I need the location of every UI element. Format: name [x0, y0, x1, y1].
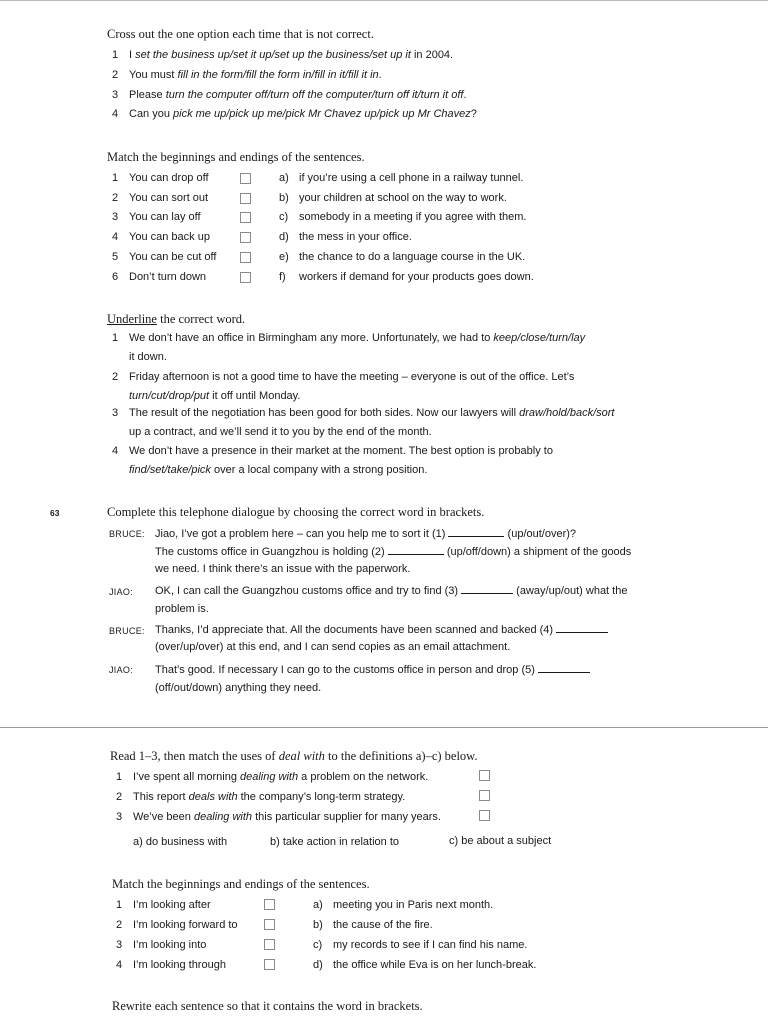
- blank-5[interactable]: [538, 662, 590, 673]
- answer-checkbox[interactable]: [264, 919, 275, 930]
- ex3-instruction: Underline the correct word.: [107, 312, 246, 326]
- dialogue-line: Jiao, I’ve got a problem here – can you help me to sort it (1) (up/out/over)?: [155, 528, 577, 540]
- ex3-item-cont: find/set/take/pick over a local company with a strong position.: [129, 464, 428, 476]
- speaker-label: JIAO:: [109, 587, 134, 597]
- speaker-label: JIAO:: [109, 665, 134, 675]
- dialogue-line: (over/up/over) at this end, and I can send copies as an email attachment.: [155, 641, 511, 653]
- ex2-ending: e) the chance to do a language course in the UK.: [279, 251, 526, 263]
- dialogue-line: The customs office in Guangzhou is holding (2) (up/off/down) a shipment of the goods: [155, 546, 632, 558]
- ex3-item: 2 Friday afternoon is not a good time to have the meeting – everyone is out of the office. Let’s: [112, 371, 575, 383]
- ex6-ending: c) my records to see if I can find his name.: [313, 939, 528, 951]
- answer-checkbox[interactable]: [240, 193, 251, 204]
- definition: c) be about a subject: [449, 835, 552, 847]
- dialogue-line: we need. I think there’s an issue with the paperwork.: [155, 563, 411, 575]
- ex2-beginning: 5 You can be cut off: [112, 251, 217, 263]
- ex1-item: 2 You must fill in the form/fill the form in/fill in it/fill it in.: [112, 69, 382, 81]
- ex6-beginning: 4 I’m looking through: [116, 959, 226, 971]
- answer-checkbox[interactable]: [240, 232, 251, 243]
- dialogue-line: Thanks, I’d appreciate that. All the documents have been scanned and backed (4): [155, 622, 608, 637]
- top-rule: [0, 0, 768, 1]
- ex3-item: 4 We don’t have a presence in their market at the moment. The best option is probably to: [112, 445, 553, 457]
- blank-1[interactable]: [448, 526, 504, 537]
- page-number: 63: [50, 508, 60, 518]
- ex3-item: 1 We don’t have an office in Birmingham any more. Unfortunately, we had to keep/close/turn/lay: [112, 332, 586, 344]
- ex6-beginning: 2 I’m looking forward to: [116, 919, 238, 931]
- ex2-ending: d) the mess in your office.: [279, 231, 412, 243]
- ex1-item: 4 Can you pick me up/pick up me/pick Mr Chavez up/pick up Mr Chavez?: [112, 108, 477, 120]
- ex2-beginning: 6 Don’t turn down: [112, 271, 207, 283]
- definition: b) take action in relation to: [270, 836, 400, 848]
- answer-checkbox[interactable]: [479, 770, 490, 781]
- answer-checkbox[interactable]: [240, 173, 251, 184]
- answer-checkbox[interactable]: [264, 899, 275, 910]
- answer-checkbox[interactable]: [240, 252, 251, 263]
- ex2-ending: f) workers if demand for your products goes down.: [279, 271, 534, 283]
- ex1-item: 3 Please turn the computer off/turn off the computer/turn off it/turn it off.: [112, 89, 467, 101]
- ex3-item: 3 The result of the negotiation has been good for both sides. Now our lawyers will draw/hold/back/sort: [112, 407, 615, 419]
- answer-checkbox[interactable]: [240, 212, 251, 223]
- ex2-ending: c) somebody in a meeting if you agree with them.: [279, 211, 527, 223]
- ex5-item: 1 I’ve spent all morning dealing with a problem on the network.: [116, 771, 429, 783]
- ex3-item-cont: up a contract, and we’ll send it to you by the end of the month.: [129, 426, 432, 438]
- ex2-beginning: 3 You can lay off: [112, 211, 201, 223]
- ex6-ending: d) the office while Eva is on her lunch-break.: [313, 959, 537, 971]
- ex2-ending: a) if you’re using a cell phone in a railway tunnel.: [279, 172, 524, 184]
- ex2-ending: b) your children at school on the way to work.: [279, 192, 507, 204]
- ex1-instruction: Cross out the one option each time that is not correct.: [107, 27, 374, 41]
- dialogue-line: (off/out/down) anything they need.: [155, 682, 322, 694]
- answer-checkbox[interactable]: [479, 810, 490, 821]
- ex6-ending: a) meeting you in Paris next month.: [313, 899, 494, 911]
- ex3-item-cont: it down.: [129, 351, 167, 363]
- ex5-item: 3 We’ve been dealing with this particular supplier for many years.: [116, 811, 441, 823]
- ex7-instruction: Rewrite each sentence so that it contains the word in brackets.: [112, 999, 423, 1013]
- dialogue-line: problem is.: [155, 603, 209, 615]
- ex2-beginning: 1 You can drop off: [112, 172, 209, 184]
- blank-2[interactable]: [388, 544, 444, 555]
- answer-checkbox[interactable]: [264, 939, 275, 950]
- ex2-beginning: 2 You can sort out: [112, 192, 209, 204]
- ex2-beginning: 4 You can back up: [112, 231, 210, 243]
- ex6-beginning: 1 I’m looking after: [116, 899, 211, 911]
- ex1-item: 1 I set the business up/set it up/set up the business/set up it in 2004.: [112, 49, 454, 61]
- section-divider: [0, 727, 768, 728]
- ex3-item-cont: turn/cut/drop/put it off until Monday.: [129, 390, 301, 402]
- answer-checkbox[interactable]: [264, 959, 275, 970]
- blank-3[interactable]: [461, 583, 513, 594]
- ex6-beginning: 3 I’m looking into: [116, 939, 207, 951]
- speaker-label: BRUCE:: [109, 529, 145, 539]
- ex6-ending: b) the cause of the fire.: [313, 919, 433, 931]
- ex5-item: 2 This report deals with the company’s long-term strategy.: [116, 791, 406, 803]
- ex6-instruction: Match the beginnings and endings of the sentences.: [112, 877, 370, 891]
- dialogue-line: That’s good. If necessary I can go to the customs office in person and drop (5): [155, 662, 590, 677]
- speaker-label: BRUCE:: [109, 626, 145, 636]
- definition: a) do business with: [133, 836, 228, 848]
- ex4-instruction: Complete this telephone dialogue by choosing the correct word in brackets.: [107, 505, 485, 519]
- ex2-instruction: Match the beginnings and endings of the sentences.: [107, 150, 365, 164]
- ex5-instruction: Read 1–3, then match the uses of deal with to the definitions a)–c) below.: [110, 749, 478, 763]
- blank-4[interactable]: [556, 622, 608, 633]
- dialogue-line: OK, I can call the Guangzhou customs office and try to find (3) (away/up/out) what the: [155, 585, 628, 597]
- answer-checkbox[interactable]: [479, 790, 490, 801]
- answer-checkbox[interactable]: [240, 272, 251, 283]
